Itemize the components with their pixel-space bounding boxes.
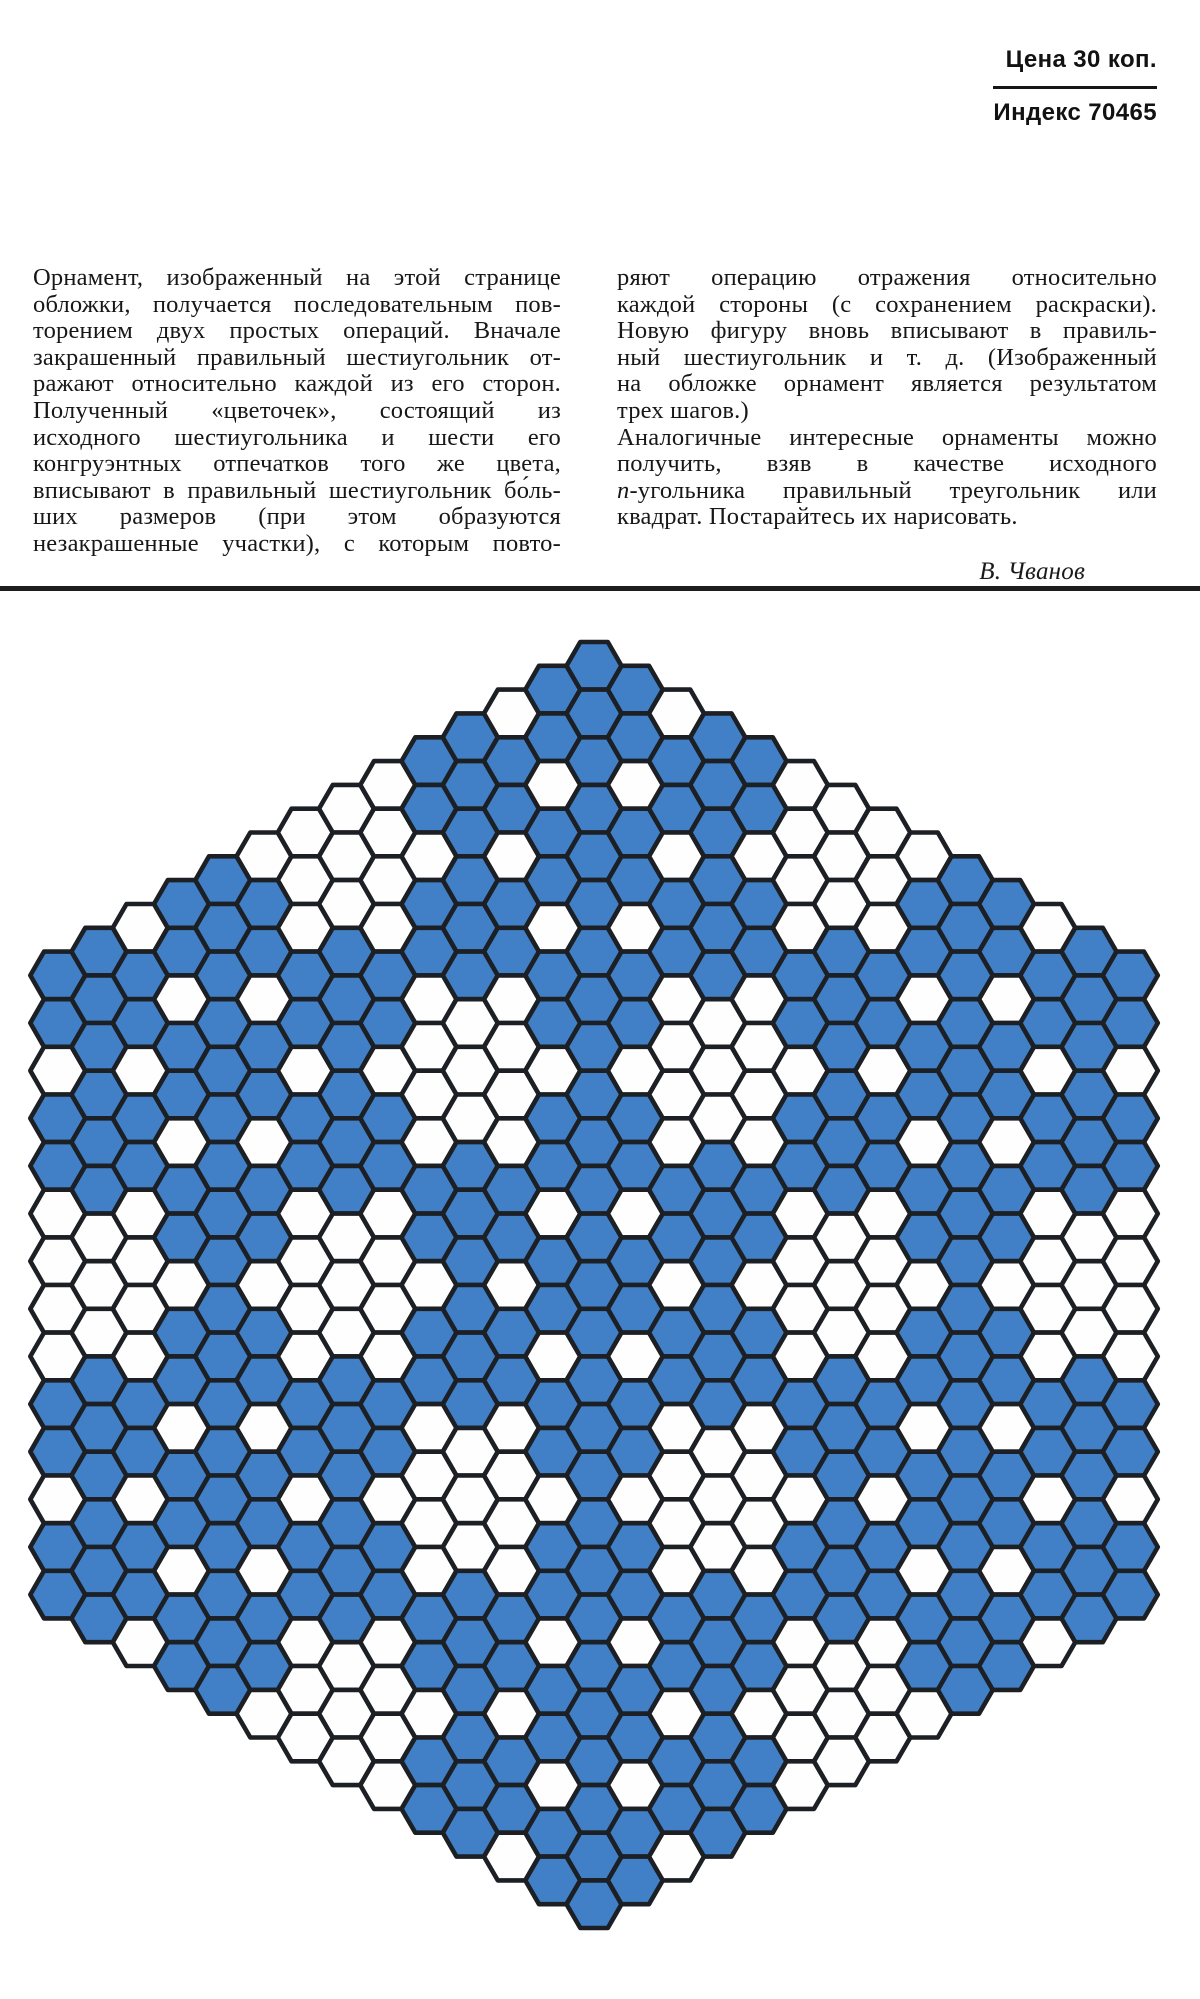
text-line: ражают относительно каждой из его сторон. (33, 370, 561, 398)
hex-cell (1103, 1333, 1158, 1381)
text-line: Аналогичные интересные орнаменты можно (617, 423, 1157, 451)
hex-cell (1103, 1190, 1158, 1238)
hex-cell (1103, 1428, 1158, 1476)
text-line: ряют операцию отражения относительно (617, 264, 1157, 291)
hex-cell (1103, 1047, 1158, 1095)
hex-cell (1103, 1571, 1158, 1619)
text-line: обложки, получается последовательным пов- (33, 290, 561, 318)
text-line: закрашенный правильный шестиугольник от- (33, 343, 561, 371)
text-line: торением двух простых операций. Вначале (33, 317, 561, 345)
hex-cell (1103, 1523, 1158, 1571)
text-line: квадрат. Постарайтесь их нарисовать. (617, 503, 1018, 531)
text-line: исходного шестиугольника и шести его (33, 423, 561, 451)
text-line: Новую фигуру вновь вписывают в правиль- (617, 317, 1157, 345)
hex-cell (1103, 999, 1158, 1047)
hex-cell (1103, 952, 1158, 1000)
text-line: каждой стороны (с сохранением раскраски). (617, 290, 1157, 318)
hex-cell (1103, 1237, 1158, 1285)
text-line-rest: -угольника правильный треугольник или (629, 476, 1157, 504)
italic-n: n (617, 476, 630, 504)
text-line: Полученный «цветочек», состоящий из (33, 396, 561, 424)
text-line: Орнамент, изображенный на этой странице (33, 264, 561, 291)
index-label: Индекс 70465 (993, 99, 1157, 126)
author-signature: В. Чванов (979, 557, 1085, 585)
text-line: ших размеров (при этом образуются (33, 503, 561, 531)
hex-cell (1103, 1380, 1158, 1428)
hex-cell (1103, 1285, 1158, 1333)
price-label: Цена 30 коп. (1005, 46, 1157, 73)
text-line: на обложке орнамент является результатом (617, 370, 1157, 398)
text-line: получить, взяв в качестве исходного (617, 450, 1157, 478)
text-line: конгруэнтных отпечатков того же цвета, (33, 450, 561, 478)
text-line: трех шагов.) (617, 396, 749, 424)
text-line: вписывают в правильный шестиугольник бо́ль- (33, 476, 561, 504)
text-line: ный шестиугольник и т. д. (Изображенный (617, 343, 1157, 371)
hex-cell (1103, 1095, 1158, 1143)
text-line: незакрашенные участки), с которым повто- (33, 529, 561, 557)
hex-cell (1103, 1142, 1158, 1190)
hex-cell (1103, 1476, 1158, 1524)
